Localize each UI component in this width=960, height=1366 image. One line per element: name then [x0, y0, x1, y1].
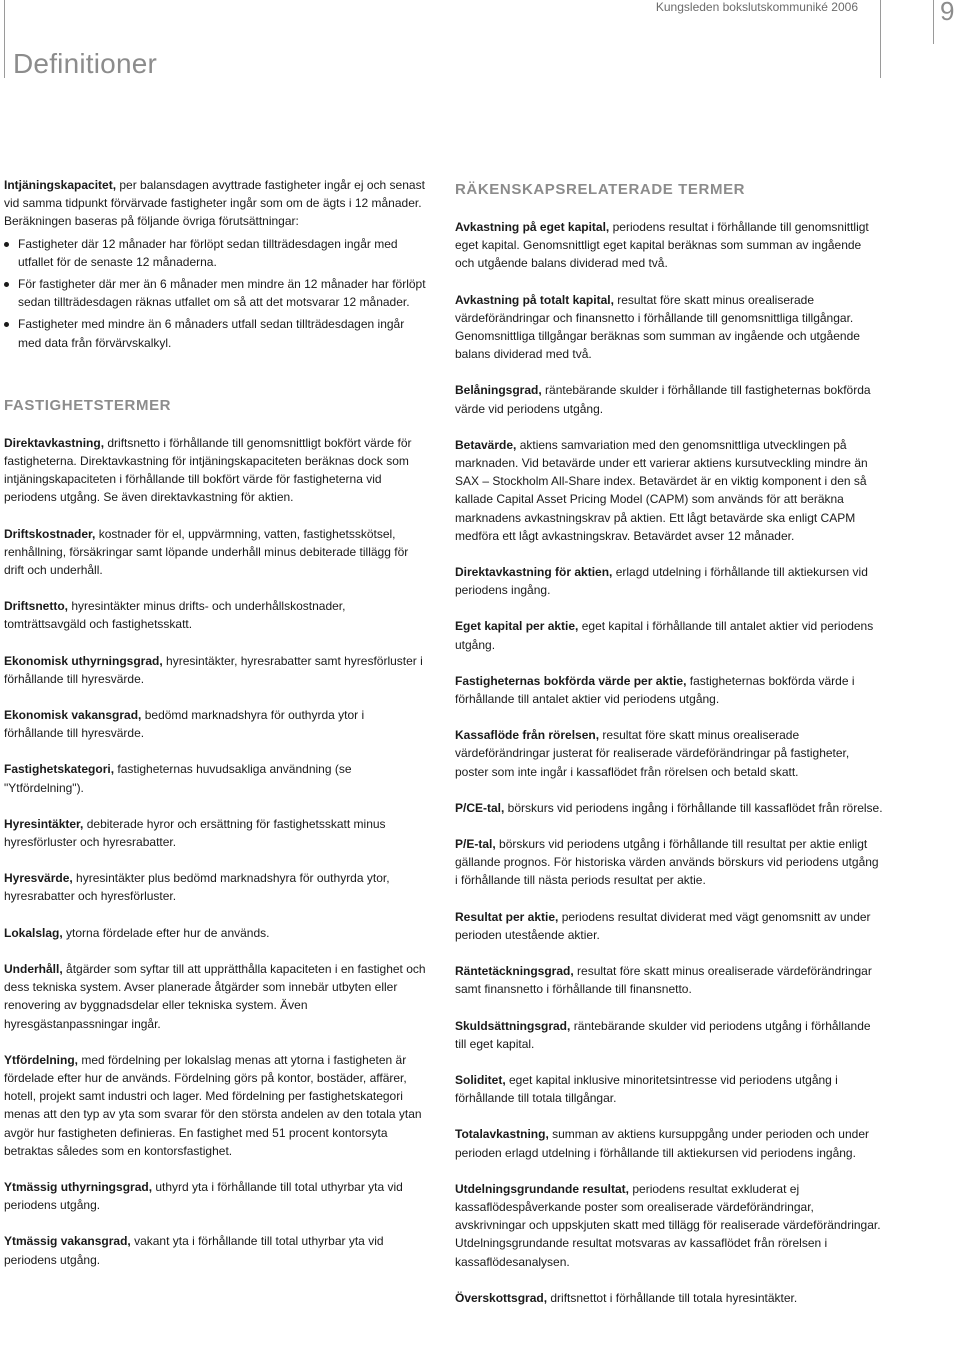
definition-entry	[4, 706, 426, 742]
term-label: Lokalslag,	[4, 925, 63, 940]
term-label: Skuldsättningsgrad,	[455, 1018, 571, 1033]
page-number-rule	[933, 0, 934, 44]
definition-entry	[455, 799, 883, 817]
term-definition: med fördelning per lokalslag menas att ytorna i fastigheten är fördelade efter hur de används. Fördelning görs på kontor, bostäder, affärer, hotell, projekt samt industri och lager. Med fördelning per fastighetskategori menas att den typ av yta som svarar för den största andelen av den totala ytan avgör hur fastigheten definieras. En fastighet med 51 procent kontorsyta betraktas således som en kontorsfastighet.	[4, 1052, 422, 1158]
term-definition: räntebärande skulder vid periodens utgång i förhållande till eget kapital.	[455, 1018, 871, 1051]
definition-entry	[4, 960, 426, 1033]
definition-entry	[455, 1180, 883, 1271]
definition-entry	[455, 218, 883, 273]
list-item: Fastigheter där 12 månader har förlöpt sedan tillträdesdagen ingår med utfallet för de senaste 12 månaderna.	[4, 235, 426, 271]
term-label: Ytmässig vakansgrad,	[4, 1234, 131, 1249]
term-definition: uthyrd yta i förhållande till total uthyrbar yta vid periodens utgång.	[4, 1179, 403, 1213]
definition-entry	[455, 962, 883, 998]
term-definition: hyresintäkter minus drifts- och underhållskostnader, tomträttsavgäld och fastighetsskatt.	[4, 599, 346, 632]
section-heading-property-terms: FASTIGHETSTERMER	[4, 396, 172, 414]
definition-entry	[4, 597, 426, 633]
list-item: För fastigheter där mer än 6 månader men mindre än 12 månader har förlöpt sedan tillträdesdagen räknas utfallet om så att det motsvarar 12 månader.	[4, 275, 426, 311]
term-definition: börskurs vid periodens utgång i förhållande till resultat per aktie enligt gällande prognos. För historiska värden används börskurs vid periodens utgång i förhållande till nästa periods resultat per aktie.	[455, 837, 879, 888]
intro-paragraph	[4, 176, 426, 231]
term-label: Fastigheternas bokförda värde per aktie,	[455, 673, 687, 688]
term-definition: eget kapital i förhållande till antalet aktier vid periodens utgång.	[455, 619, 874, 652]
definition-entry	[455, 436, 883, 545]
term-definition: resultat före skatt minus orealiserade värdeförändringar samt finansnetto i förhållande till finansnetto.	[455, 964, 872, 997]
definition-entry	[4, 1178, 426, 1214]
term-label: Ytmässig uthyrningsgrad,	[4, 1179, 153, 1194]
property-terms-list	[4, 434, 426, 1269]
term-definition: vakant yta i förhållande till total uthyrbar yta vid periodens utgång.	[4, 1234, 384, 1267]
term-definition: resultat före skatt minus orealiserade värdeförändringar och finansnetto i förhållande till genomsnittliga tillgångar. Genomsnittliga tillgångar beräknas som summan av ingående och utgående balans dividerad med två.	[455, 292, 860, 362]
term-definition: fastigheternas huvudsakliga användning (se "Ytfördelning").	[4, 762, 352, 795]
term-label: Betavärde,	[455, 437, 517, 452]
definition-entry	[455, 563, 883, 599]
term-label: Ekonomisk uthyrningsgrad,	[4, 653, 163, 668]
term-label: Fastighetskategori,	[4, 762, 115, 777]
term-label: Belåningsgrad,	[455, 383, 542, 398]
term-definition: börskurs vid periodens ingång i förhållande till kassaflödet från rörelse.	[504, 800, 883, 815]
definition-entry	[455, 1289, 883, 1307]
definition-entry	[455, 381, 883, 417]
term-label: Driftskostnader,	[4, 526, 96, 541]
term-label: Hyresvärde,	[4, 871, 73, 886]
term-label: P/E-tal,	[455, 837, 496, 852]
term-definition: summan av aktiens kursuppgång under perioden och under perioden erlagd utdelning i förhållande till aktiekursen vid periodens ingång.	[455, 1127, 869, 1160]
definition-entry	[4, 869, 426, 905]
term-label: Intjäningskapacitet,	[4, 178, 117, 192]
header-rule-right	[880, 0, 881, 78]
definition-entry	[455, 1071, 883, 1107]
term-definition: bedömd marknadshyra för outhyrda ytor i förhållande till hyresvärde.	[4, 708, 365, 741]
term-definition: eget kapital inklusive minoritetsintresse vid periodens utgång i förhållande till totala tillgångar.	[455, 1072, 838, 1106]
definition-entry	[4, 525, 426, 580]
term-definition: per balansdagen avyttrade fastigheter ingår ej och senast vid samma tidpunkt förvärvade fastigheter ingår som om de ägts i 12 månader. Beräkningen baseras på följande övriga förutsättningar:	[4, 178, 425, 229]
definition-entry	[4, 760, 426, 796]
accounting-terms-list	[455, 218, 883, 1307]
term-definition: räntebärande skulder i förhållande till fastigheternas bokförda värde vid periodens utgång.	[455, 383, 871, 416]
term-definition: fastigheternas bokförda värde i förhållande till antalet aktier vid periodens utgång.	[455, 673, 855, 707]
definition-entry	[455, 291, 883, 364]
definition-entry	[455, 672, 883, 708]
term-definition: åtgärder som syftar till att upprätthålla kapaciteten i en fastighet och dess tekniska system. Avser planerade åtgärder som innebär utbyten eller renovering av byggnadsdelar eller tekniska system. Även hyresgästanpassningar ingår.	[4, 961, 426, 1031]
term-label: Driftsnetto,	[4, 599, 68, 614]
term-label: Soliditet,	[455, 1072, 506, 1087]
term-definition: kostnader för el, uppvärmning, vatten, fastighetsskötsel, renhållning, försäkringar samt löpande underhåll minus debiterade tillägg för drift och underhåll.	[4, 526, 409, 578]
definition-entry	[4, 924, 426, 942]
section-heading-accounting-terms: RÄKENSKAPSRELATERADE TERMER	[455, 181, 746, 198]
term-label: Totalavkastning,	[455, 1127, 549, 1142]
term-definition: debiterade hyror och ersättning för fastighetsskatt minus hyresförluster och hyresrabatter.	[4, 816, 386, 850]
term-label: Räntetäckningsgrad,	[455, 964, 574, 979]
list-item: Fastigheter med mindre än 6 månaders utfall sedan tillträdesdagen ingår med data från förvärvskalkyl.	[4, 315, 426, 351]
term-label: Direktavkastning för aktien,	[455, 565, 613, 580]
term-definition: erlagd utdelning i förhållande till aktiekursen vid periodens ingång.	[455, 565, 868, 598]
term-definition: driftsnetto i förhållande till genomsnittligt bokfört värde för fastigheterna. Direktavkastning för intjäningskapaciteten beräknas dock som intjäningskapaciteten i förhållande till bokfört värde för fastigheterna vid periodens utgång. Se även direktavkastning för aktien.	[4, 435, 412, 505]
term-definition: hyresintäkter, hyresrabatter samt hyresförluster i förhållande till hyresvärde.	[4, 653, 423, 686]
definition-entry	[455, 726, 883, 781]
right-column	[455, 180, 883, 1325]
term-definition: resultat före skatt minus orealiserade värdeförändringar justerat för realiserade värdeförändringar på fastigheter, poster som inte ingår i kassaflödet från rörelsen och betald skatt.	[455, 728, 850, 779]
term-label: Ekonomisk vakansgrad,	[4, 708, 142, 723]
definition-entry	[455, 617, 883, 653]
definition-entry	[455, 908, 883, 944]
term-label: Ytfördelning,	[4, 1052, 78, 1067]
term-label: Avkastning på totalt kapital,	[455, 292, 614, 307]
definition-entry	[455, 835, 883, 890]
term-label: Avkastning på eget kapital,	[455, 220, 610, 234]
term-label: Utdelningsgrundande resultat,	[455, 1181, 630, 1196]
definition-entry	[455, 1017, 883, 1053]
term-label: Överskottsgrad,	[455, 1290, 548, 1305]
term-definition: aktiens samvariation med den genomsnittliga utvecklingen på marknaden. Vid betavärde under ett varierar aktiens kursutveckling mindre än SAX – Stockholm All-Share index. Betavärdet är en viktig komponent i den så kallade Capital Asset Pricing Model (CAPM) som används för att beräkna marknadens avkastningskrav på aktien. Ett lågt betavärde ska enligt CAPM medföra ett lågt avkastningskrav. Betavärdet avser 12 månader.	[455, 437, 868, 543]
term-definition: periodens resultat i förhållande till genomsnittligt eget kapital. Genomsnittligt eget kapital beräknas som summan av ingående och utgående balans dividerad med två.	[455, 220, 869, 271]
page-number: 9	[940, 0, 955, 26]
term-label: Hyresintäkter,	[4, 816, 84, 831]
left-column	[4, 176, 426, 1287]
report-title: Kungsleden bokslutskommuniké 2006	[655, 0, 858, 14]
term-label: Kassaflöde från rörelsen,	[455, 728, 600, 743]
definition-entry	[4, 1051, 426, 1160]
term-label: P/CE-tal,	[455, 800, 505, 815]
term-definition: periodens resultat dividerat med vägt genomsnitt av under perioden utestående aktier.	[455, 909, 871, 942]
definition-entry	[4, 815, 426, 851]
page-title: Definitioner	[13, 48, 158, 79]
definition-entry	[4, 1232, 426, 1268]
definition-entry	[4, 434, 426, 507]
term-definition: driftsnettot i förhållande till totala hyresintäkter.	[547, 1290, 798, 1305]
assumption-list	[4, 235, 426, 352]
term-definition: hyresintäkter plus bedömd marknadshyra för outhyrda ytor, hyresrabatter och hyresförluster.	[4, 871, 390, 904]
definition-entry	[455, 1125, 883, 1161]
definition-entry	[4, 652, 426, 688]
term-label: Resultat per aktie,	[455, 909, 559, 924]
term-definition: periodens resultat exkluderat ej kassaflödespåverkande poster som orealiserade värdeförändringar, avskrivningar och uppskjuten skatt med tillägg för realiserade värdeförändringar. Utdelningsgrundande resultat motsvaras av kassaflödet från rörelsen i kassaflödesanalysen.	[455, 1181, 881, 1269]
term-label: Underhåll,	[4, 961, 63, 976]
term-label: Eget kapital per aktie,	[455, 619, 579, 634]
term-definition: ytorna fördelade efter hur de används.	[62, 925, 270, 940]
term-label: Direktavkastning,	[4, 435, 105, 450]
header-rule-left	[4, 0, 5, 78]
